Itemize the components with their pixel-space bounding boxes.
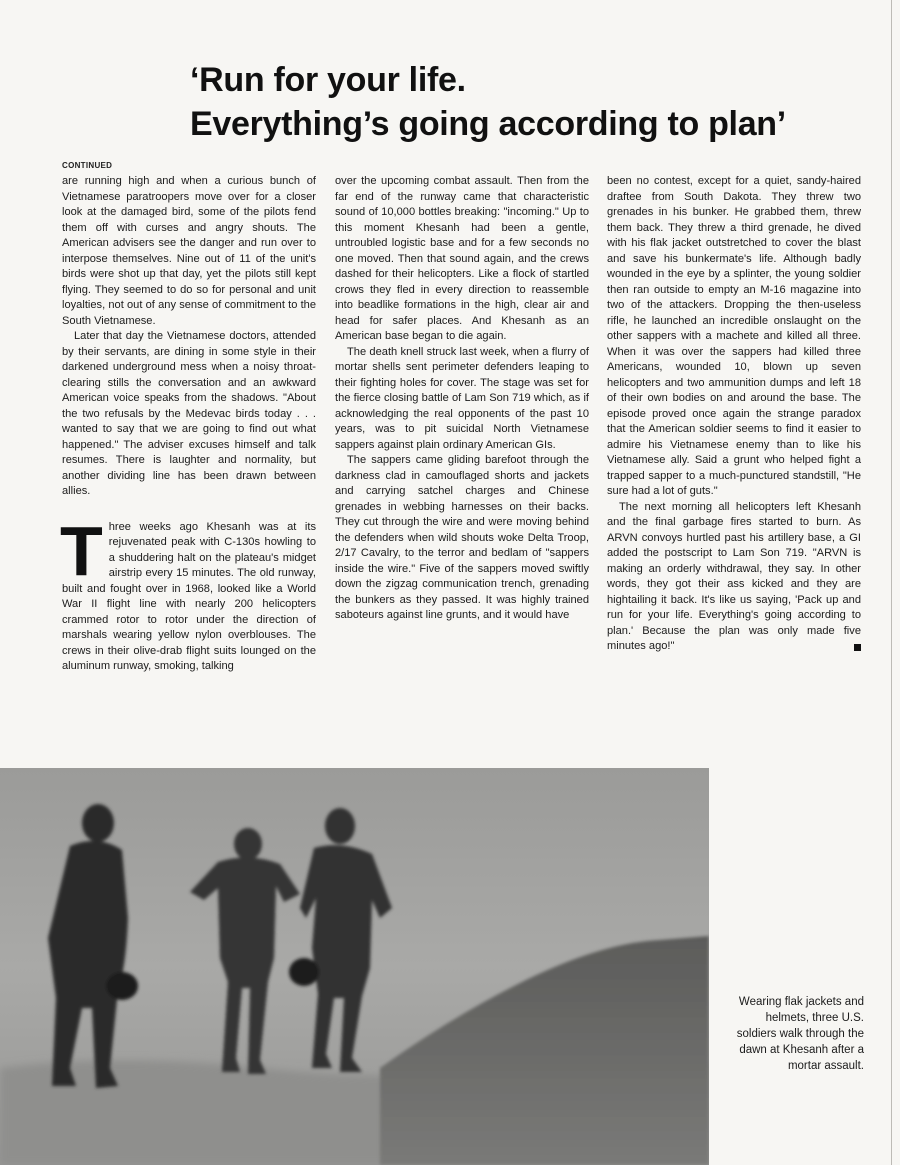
paragraph: The death knell struck last week, when a flurry of mortar shells sent perimeter defenders leaping to their fighting holes for cover. The stage was set for the fierce closing battle of Lam Son 719 which, as if acknowledging the real opponents of the past 10 years, was to pit suicidal North Vietnamese sappers against plain ordinary American GIs. (335, 345, 589, 451)
paragraph: been no contest, except for a quiet, sandy-haired draftee from South Dakota. They threw two grenades in his bunker. He grabbed them, threw them back. They threw a third grenade, he dived with his flak jacket outstretched to cover the blast and save his bunkermate's life. Although badly wounded in the eye by a splinter, the young soldier then ran outside to empty an M-16 magazine into two of the attackers. Dropping the then-useless rifle, he launched an incredible onslaught on the other sappers with a machete and killed all three. When it was over the sappers had killed three Americans, wounded 10, blown up seven helicopters and two ammunition dumps and left 18 of their own bodies on and around the base. The episode proved once again the strange paradox that the American soldier seems to find it easier to admire his Vietnamese enemy than to like his Vietnamese ally. Said a grunt who helped fight a trapped sapper to a much-punctured standstill, "He sure had a lot of guts." (607, 175, 861, 497)
paragraph-text: hree weeks ago Khesanh was at its rejuvenated peak with C-130s howling to a shuddering halt on the plateau's midget airstrip every 15 minutes. The old runway, built and fought over in 1968, looked like a World War II flight line with nearly 200 helicopters crammed rotor to rotor under the direction of marshals wearing yellow nylon overblouses. The crews in their olive-drab flight suits lounged on the aluminum runway, smoking, talking (62, 520, 316, 672)
paragraph (607, 500, 861, 655)
paragraph: are running high and when a curious bunch of Vietnamese paratroopers move over for a closer look at the damaged bird, some of the pilots fend them off with curses and angry shouts. The American advisers see the danger and run over to interpose themselves. Nine out of 11 of the unit's birds were shot up that day, yet the pilots still kept flying. They seemed to do so for personal and unit loyalties, not out of any sense of commitment to the South Vietnamese. (62, 175, 316, 327)
dropcap-paragraph (60, 511, 316, 675)
article-column-3 (607, 174, 861, 655)
paragraph: The sappers came gliding barefoot through the darkness clad in camouflaged shorts and jackets and carrying satchel charges and Chinese grenades in webbing harnesses on their backs. They cut through the wire and were moving behind the defenders when wild shouts woke Delta Troop, 2/17 Cavalry, to the terror and bedlam of "sappers inside the wire." Five of the sappers moved swiftly down the zigzag communication trench, grenading the bunkers as they passed. It was highly trained saboteurs against line grunts, and it would have (335, 454, 589, 621)
end-of-article-mark (854, 644, 861, 651)
paragraph: Later that day the Vietnamese doctors, attended by their servants, are dining in some style in their darkened underground mess when a noisy throat-clearing stills the conversation and an awkward American voice speaks from the shadows. "About the two refusals by the Medevac birds today . . . wanted to say that we are going to find out what happened." The adviser excuses himself and talk resumes. There is laughter and normality, but another dividing line has been drawn between allies. (62, 330, 316, 497)
paragraph: over the upcoming combat assault. Then from the far end of the runway came that characteristic sound of 10,000 bottles breaking: "incoming." Up to this moment Khesanh had been a gentle, untroubled logistic base and for a few seconds no one moved. Then that sound again, and the crews dashed for their helicopters. Like a flock of startled crows they fled in every direction to reassemble into beadlike formations in the high, clear air and head for safer places. And Khesanh as an American base began to die again. (335, 175, 589, 342)
continued-label: CONTINUED (62, 161, 113, 170)
dropcap-letter: T (60, 511, 103, 590)
page-edge-line (891, 0, 892, 1165)
photo-illustration (0, 768, 709, 1165)
article-column-1 (62, 174, 316, 675)
article-headline (190, 58, 880, 146)
article-photo (0, 768, 709, 1165)
article-column-2 (335, 174, 589, 624)
photo-caption: Wearing flak jackets and helmets, three U.S. soldiers walk through the dawn at Khesanh after a mortar assault. (736, 996, 864, 1072)
headline-line-1: ‘Run for your life. (190, 61, 466, 99)
headline-line-2: Everything’s going according to plan’ (190, 105, 786, 143)
paragraph-text: The next morning all helicopters left Khesanh and the final garbage fires started to burn. As ARVN convoys hurtled past his artillery base, a GI added the postscript to Lam Son 719. "ARVN is making an orderly withdrawal, they say. In other words, they got their ass kicked and they are hightailing it back. It's like us saying, 'Pack up and run for your life. Everything's going according to plan.' Because the plan was only made five minutes ago!" (607, 500, 861, 652)
